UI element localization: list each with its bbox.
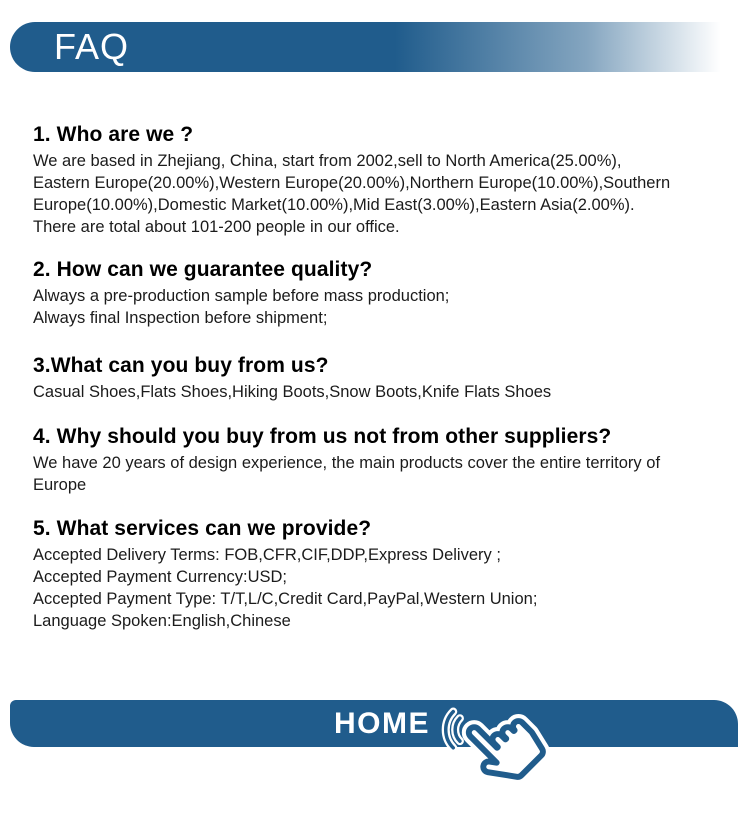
section-line: Language Spoken:English,Chinese <box>33 612 291 630</box>
section-heading: 3.What can you buy from us? <box>33 354 329 377</box>
section-line: Accepted Payment Type: T/T,L/C,Credit Card,PayPal,Western Union; <box>33 590 538 608</box>
home-label: HOME <box>334 706 430 740</box>
section-line: Casual Shoes,Flats Shoes,Hiking Boots,Snow Boots,Knife Flats Shoes <box>33 383 552 401</box>
section-line: Eastern Europe(20.00%),Western Europe(20.00%),Northern Europe(10.00%),Southern <box>33 174 671 192</box>
section-line: There are total about 101-200 people in our office. <box>33 218 400 236</box>
tap-hand-icon[interactable] <box>430 690 558 814</box>
section-heading: 1. Who are we ? <box>33 123 194 146</box>
section-heading: 5. What services can we provide? <box>33 517 372 540</box>
page-title: FAQ <box>54 26 130 67</box>
faq-section-why-buy-from-us <box>33 426 725 496</box>
section-heading: 4. Why should you buy from us not from other suppliers? <box>33 425 612 448</box>
section-heading: 2. How can we guarantee quality? <box>33 258 373 281</box>
faq-section-what-can-you-buy <box>33 355 725 403</box>
faq-section-services <box>33 518 725 632</box>
section-line: We are based in Zhejiang, China, start from 2002,sell to North America(25.00%), <box>33 152 622 170</box>
faq-section-who-are-we <box>33 124 725 238</box>
section-line: We have 20 years of design experience, the main products cover the entire territory of <box>33 454 661 472</box>
section-line: Always a pre-production sample before mass production; <box>33 287 450 305</box>
section-line: Always final Inspection before shipment; <box>33 309 328 327</box>
home-button[interactable] <box>10 700 738 747</box>
section-line: Europe(10.00%),Domestic Market(10.00%),Mid East(3.00%),Eastern Asia(2.00%). <box>33 196 635 214</box>
section-line: Accepted Payment Currency:USD; <box>33 568 288 586</box>
header-banner <box>10 22 750 72</box>
faq-section-guarantee-quality <box>33 259 725 329</box>
section-line: Accepted Delivery Terms: FOB,CFR,CIF,DDP,Express Delivery ; <box>33 546 501 564</box>
section-line: Europe <box>33 476 87 494</box>
